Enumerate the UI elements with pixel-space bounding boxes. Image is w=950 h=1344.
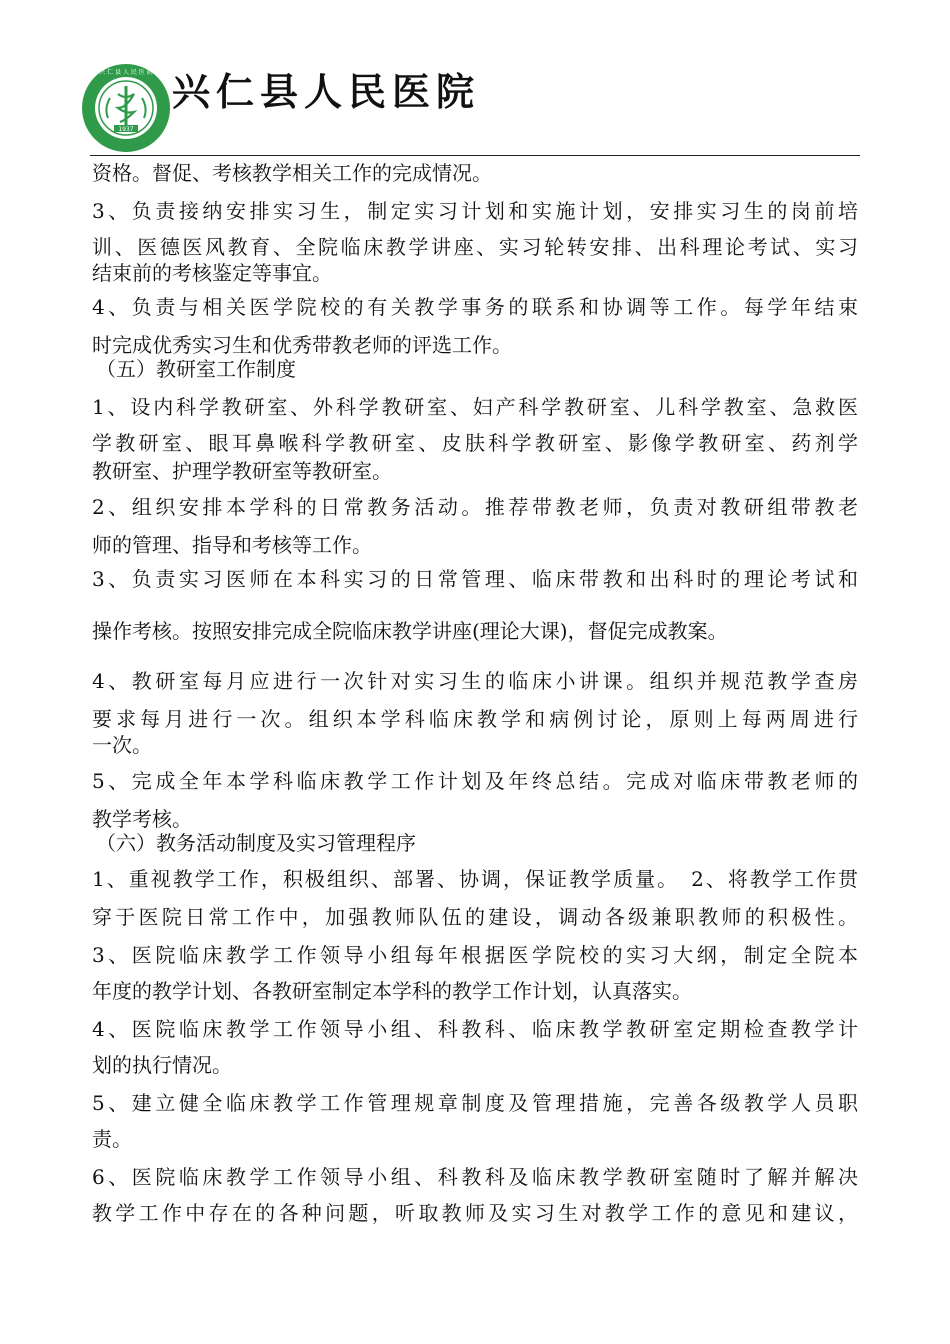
text-line: 要求每月进行一次。组织本学科临床教学和病例讨论，原则上每两周进行 <box>92 707 858 731</box>
header-divider <box>90 155 860 156</box>
text-line: 4、医院临床教学工作领导小组、科教科、临床教学教研室定期检查教学计 <box>92 1017 858 1041</box>
logo-year: 1937 <box>118 126 134 133</box>
hospital-name: 兴仁县人民医院 <box>172 69 481 114</box>
text-line: 年度的教学计划、各教研室制定本学科的教学工作计划，认真落实。 <box>92 979 692 1003</box>
text-line: 1、重视教学工作，积极组织、部署、协调，保证教学质量。 2、将教学工作贯 <box>92 867 858 891</box>
text-line: 3、负责实习医师在本科实习的日常管理、临床带教和出科时的理论考试和 <box>92 567 858 591</box>
svg-text:兴 仁 县 人 民 医 院: 兴 仁 县 人 民 医 院 <box>99 69 153 76</box>
text-line: 训、医德医风教育、全院临床教学讲座、实习轮转安排、出科理论考试、实习 <box>92 235 858 259</box>
page-header <box>80 56 860 156</box>
text-line: 5、完成全年本学科临床教学工作计划及年终总结。完成对临床带教老师的 <box>92 769 858 793</box>
text-line: 时完成优秀实习生和优秀带教老师的评选工作。 <box>92 333 512 357</box>
text-line: 划的执行情况。 <box>92 1053 232 1077</box>
text-line: 1、设内科学教研室、外科学教研室、妇产科学教研室、儿科学教室、急救医 <box>92 395 858 419</box>
text-line: 2、组织安排本学科的日常教务活动。推荐带教老师，负责对教研组带教老 <box>92 495 858 519</box>
text-line: 学教研室、眼耳鼻喉科学教研室、皮肤科学教研室、影像学教研室、药剂学 <box>92 431 858 455</box>
text-line: 操作考核。按照安排完成全院临床教学讲座(理论大课)，督促完成教案。 <box>92 619 728 643</box>
text-line: 一次。 <box>92 733 152 757</box>
text-line: 5、建立健全临床教学工作管理规章制度及管理措施，完善各级教学人员职 <box>92 1091 858 1115</box>
text-line: 教学工作中存在的各种问题，听取教师及实习生对教学工作的意见和建议， <box>92 1201 858 1225</box>
section-heading: （五）教研室工作制度 <box>96 357 296 381</box>
text-line: 资格。督促、考核教学相关工作的完成情况。 <box>92 161 492 185</box>
text-line: 6、医院临床教学工作领导小组、科教科及临床教学教研室随时了解并解决 <box>92 1165 858 1189</box>
hospital-logo <box>80 62 172 154</box>
text-line: 结束前的考核鉴定等事宜。 <box>92 261 332 285</box>
text-line: 4、教研室每月应进行一次针对实习生的临床小讲课。组织并规范教学查房 <box>92 669 858 693</box>
text-line: 责。 <box>92 1127 132 1151</box>
text-line: 3、医院临床教学工作领导小组每年根据医学院校的实习大纲，制定全院本 <box>92 943 858 967</box>
hospital-seal-icon <box>80 62 172 154</box>
text-line: 师的管理、指导和考核等工作。 <box>92 533 372 557</box>
text-line: 教研室、护理学教研室等教研室。 <box>92 459 392 483</box>
section-heading: （六）教务活动制度及实习管理程序 <box>96 831 416 855</box>
text-line: 4、负责与相关医学院校的有关教学事务的联系和协调等工作。每学年结束 <box>92 295 858 319</box>
text-line: 教学考核。 <box>92 807 192 831</box>
text-line: 3、负责接纳安排实习生，制定实习计划和实施计划，安排实习生的岗前培 <box>92 199 858 223</box>
text-line: 穿于医院日常工作中，加强教师队伍的建设，调动各级兼职教师的积极性。 <box>92 905 858 929</box>
